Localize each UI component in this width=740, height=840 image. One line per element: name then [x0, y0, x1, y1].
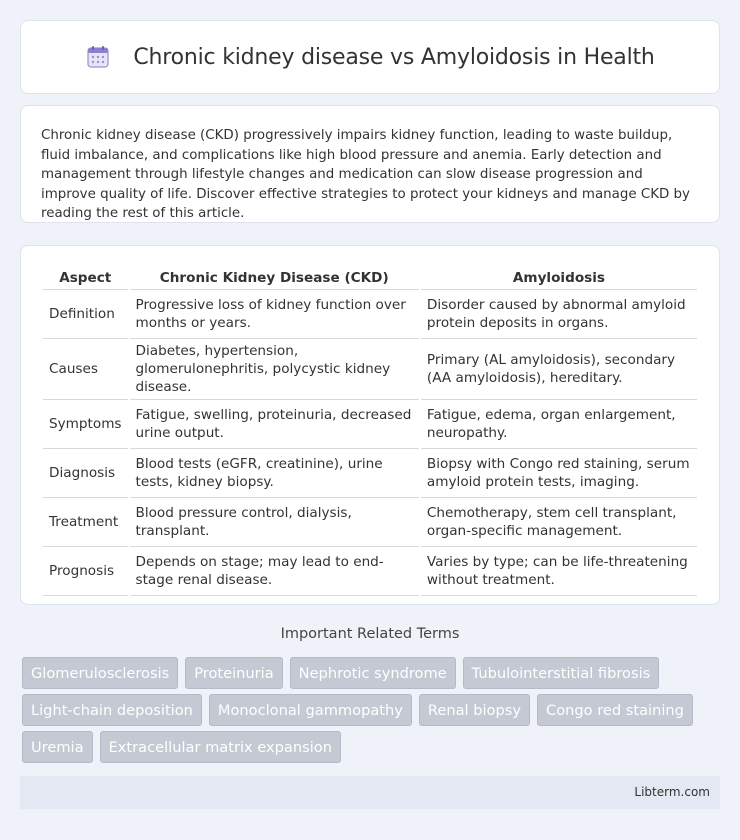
- footer: [20, 776, 720, 809]
- related-term-tag[interactable]: Congo red staining: [537, 694, 693, 726]
- row-ckd: Blood pressure control, dialysis, transplant.: [130, 498, 419, 547]
- calendar-icon: [85, 45, 111, 69]
- table-row: [43, 339, 697, 400]
- row-aspect: Causes: [43, 339, 128, 400]
- row-amyloidosis: Primary (AL amyloidosis), secondary (AA amyloidosis), hereditary.: [421, 339, 697, 400]
- header-amyloidosis: Amyloidosis: [421, 266, 697, 290]
- table-header-row: [43, 266, 697, 290]
- title-card: [20, 20, 720, 94]
- intro-card: [20, 105, 720, 223]
- row-amyloidosis: Chemotherapy, stem cell transplant, organ-specific management.: [421, 498, 697, 547]
- table-row: [43, 290, 697, 339]
- table-row: [43, 498, 697, 547]
- header-ckd: Chronic Kidney Disease (CKD): [130, 266, 419, 290]
- related-terms-title: Important Related Terms: [280, 626, 460, 642]
- row-amyloidosis: Fatigue, edema, organ enlargement, neuropathy.: [421, 400, 697, 449]
- related-term-tag[interactable]: Uremia: [22, 731, 93, 763]
- row-ckd: Fatigue, swelling, proteinuria, decreased urine output.: [130, 400, 419, 449]
- table-row: [43, 400, 697, 449]
- row-amyloidosis: Varies by type; can be life-threatening without treatment.: [421, 547, 697, 596]
- row-amyloidosis: Disorder caused by abnormal amyloid protein deposits in organs.: [421, 290, 697, 339]
- table-row: [43, 449, 697, 498]
- row-ckd: Diabetes, hypertension, glomerulonephritis, polycystic kidney disease.: [130, 339, 419, 400]
- related-term-tag[interactable]: Extracellular matrix expansion: [100, 731, 341, 763]
- row-aspect: Definition: [43, 290, 128, 339]
- comparison-table: [41, 266, 699, 596]
- related-term-tag[interactable]: Glomerulosclerosis: [22, 657, 178, 689]
- related-term-tag[interactable]: Nephrotic syndrome: [290, 657, 456, 689]
- row-aspect: Symptoms: [43, 400, 128, 449]
- row-aspect: Diagnosis: [43, 449, 128, 498]
- comparison-card: [20, 245, 720, 605]
- related-term-tag[interactable]: Tubulointerstitial fibrosis: [463, 657, 660, 689]
- header-aspect: Aspect: [43, 266, 128, 290]
- page-title: Chronic kidney disease vs Amyloidosis in Health: [133, 44, 655, 70]
- row-ckd: Blood tests (eGFR, creatinine), urine tests, kidney biopsy.: [130, 449, 419, 498]
- related-term-tag[interactable]: Renal biopsy: [419, 694, 530, 726]
- related-term-tag[interactable]: Proteinuria: [185, 657, 282, 689]
- intro-paragraph: Chronic kidney disease (CKD) progressively impairs kidney function, leading to waste buildup, fluid imbalance, and complications like high blood pressure and anemia. Early detection and management through lifestyle changes and medication can slow disease progression and improve quality of life. Discover effective strategies to protect your kidneys and manage CKD by reading the rest of this article.: [41, 128, 690, 221]
- footer-site-link[interactable]: Libterm.com: [634, 785, 710, 799]
- row-ckd: Progressive loss of kidney function over months or years.: [130, 290, 419, 339]
- row-amyloidosis: Biopsy with Congo red staining, serum amyloid protein tests, imaging.: [421, 449, 697, 498]
- row-aspect: Treatment: [43, 498, 128, 547]
- related-term-tag[interactable]: Monoclonal gammopathy: [209, 694, 412, 726]
- row-ckd: Depends on stage; may lead to end-stage renal disease.: [130, 547, 419, 596]
- related-terms-list: [22, 657, 722, 768]
- table-row: [43, 547, 697, 596]
- related-term-tag[interactable]: Light-chain deposition: [22, 694, 202, 726]
- row-aspect: Prognosis: [43, 547, 128, 596]
